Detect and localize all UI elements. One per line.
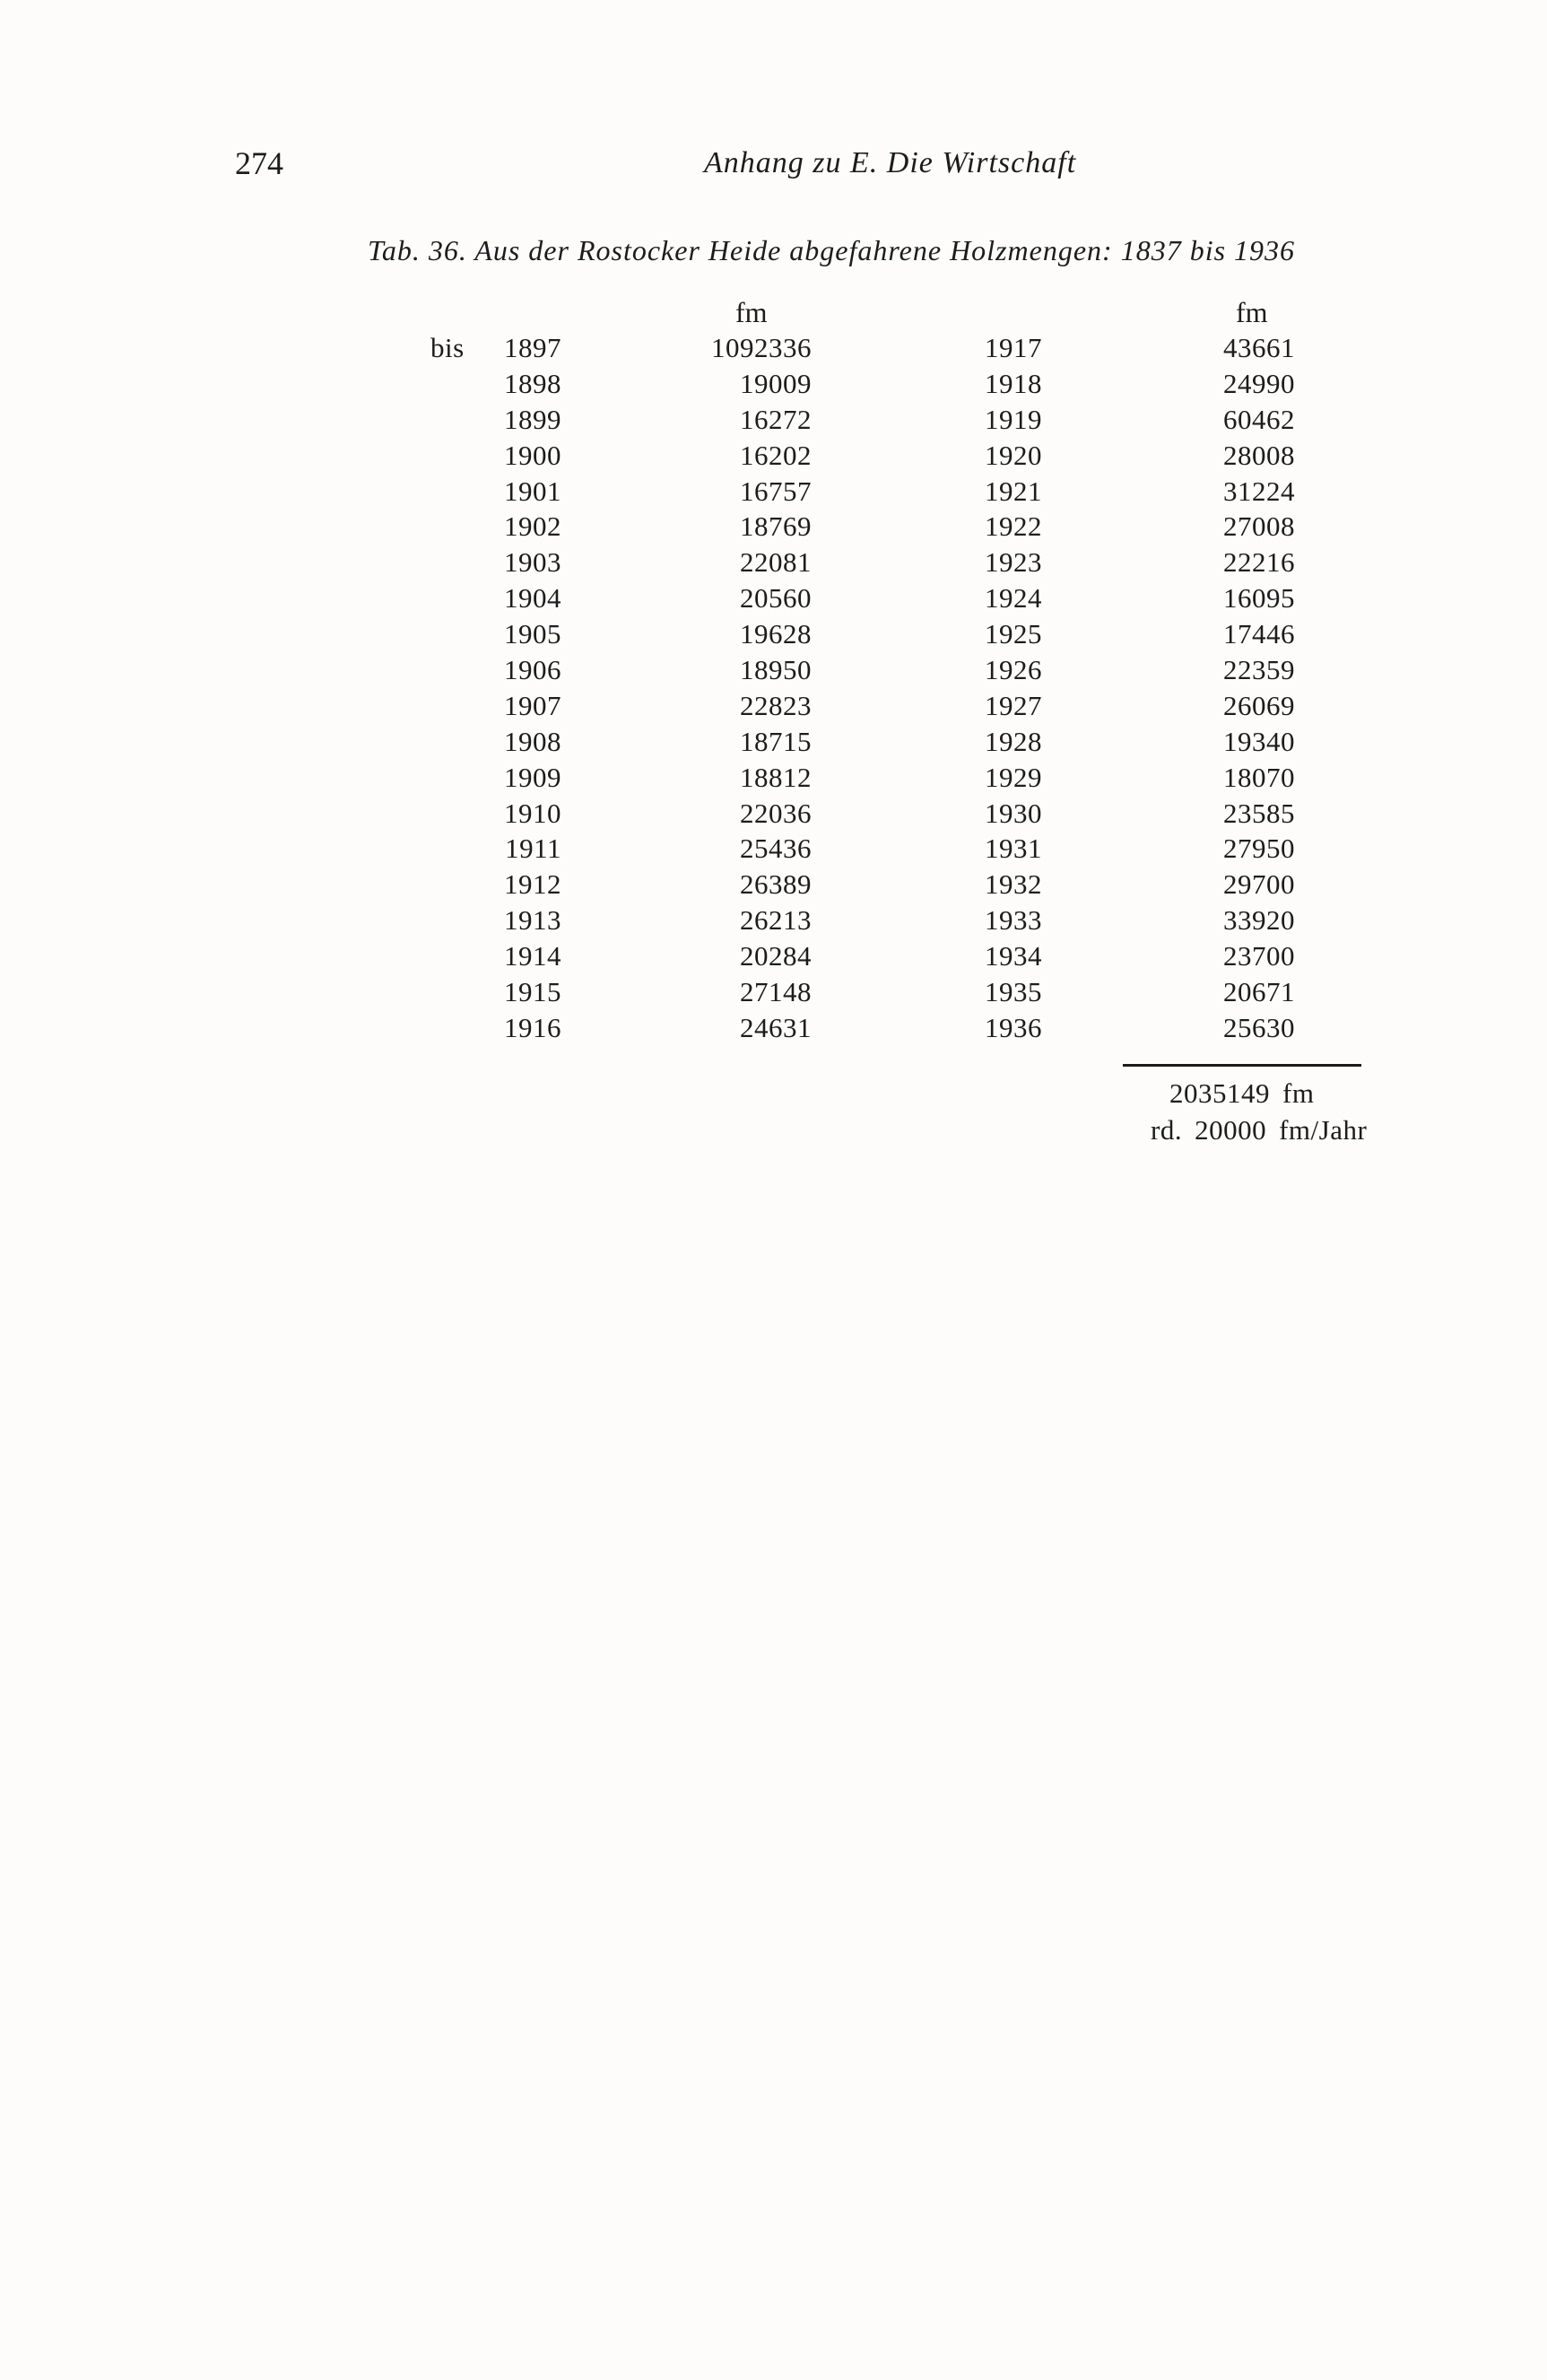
year-right: 1918 (985, 367, 1042, 399)
val-right: 28008 (1223, 439, 1295, 471)
val-right: 26069 (1223, 689, 1295, 721)
val-left: 22081 (740, 546, 812, 579)
year-left: 1907 (504, 689, 561, 721)
year-right: 1919 (985, 403, 1042, 435)
average-prefix: rd. (1151, 1114, 1183, 1146)
val-left: 20560 (740, 582, 812, 615)
year-left: 1908 (504, 725, 561, 757)
table-rows (0, 330, 1547, 1046)
val-right: 60462 (1223, 403, 1295, 435)
table-row (0, 545, 1547, 580)
year-right: 1926 (985, 654, 1042, 686)
table-row (0, 688, 1547, 724)
table-row (0, 974, 1547, 1010)
year-right: 1932 (985, 868, 1042, 901)
val-right: 19340 (1223, 725, 1295, 757)
val-left: 19009 (740, 367, 812, 399)
total-value: 2035149 (1169, 1077, 1270, 1109)
val-right: 27008 (1223, 510, 1295, 543)
year-left: 1904 (504, 582, 561, 615)
val-left: 19628 (740, 618, 812, 650)
year-left: 1915 (504, 976, 561, 1008)
val-right: 33920 (1223, 904, 1295, 937)
table-row (0, 509, 1547, 545)
year-left: 1897 (504, 332, 561, 363)
year-left: 1913 (504, 904, 561, 937)
val-left: 26389 (740, 868, 812, 901)
table-average (1151, 1112, 1367, 1148)
val-left: 1092336 (711, 332, 812, 363)
year-left: 1909 (504, 761, 561, 793)
table-row (0, 402, 1547, 438)
year-right: 1929 (985, 761, 1042, 793)
unit-label-left: fm (735, 296, 768, 328)
val-left: 18769 (740, 510, 812, 543)
year-left: 1912 (504, 868, 561, 901)
val-left: 22036 (740, 797, 812, 829)
table-row (0, 616, 1547, 652)
table-row (0, 902, 1547, 938)
year-left: 1901 (504, 475, 561, 507)
val-left: 16272 (740, 403, 812, 435)
unit-label-right: fm (1236, 296, 1268, 328)
year-right: 1933 (985, 904, 1042, 937)
val-right: 22359 (1223, 654, 1295, 686)
table-row (0, 438, 1547, 474)
val-left: 18715 (740, 725, 812, 757)
table-caption: Tab. 36. Aus der Rostocker Heide abgefahrene Holzmengen: 1837 bis 1936 (368, 234, 1296, 266)
row-prefix: bis (430, 332, 465, 363)
val-left: 22823 (740, 689, 812, 721)
val-right: 18070 (1223, 761, 1295, 793)
year-left: 1899 (504, 403, 561, 435)
year-right: 1935 (985, 976, 1042, 1008)
year-left: 1914 (504, 940, 561, 972)
table-row (0, 867, 1547, 902)
val-right: 17446 (1223, 618, 1295, 650)
year-right: 1928 (985, 725, 1042, 757)
table-row (0, 938, 1547, 974)
val-left: 16202 (740, 439, 812, 471)
val-left: 25436 (740, 833, 812, 865)
table-row (0, 796, 1547, 832)
year-right: 1921 (985, 475, 1042, 507)
val-right: 29700 (1223, 868, 1295, 901)
val-left: 16757 (740, 475, 812, 507)
year-left: 1903 (504, 546, 561, 579)
val-right: 31224 (1223, 475, 1295, 507)
val-left: 26213 (740, 904, 812, 937)
table-row (0, 474, 1547, 510)
val-right: 20671 (1223, 976, 1295, 1008)
year-right: 1922 (985, 510, 1042, 543)
year-left: 1898 (504, 367, 561, 399)
val-left: 18812 (740, 761, 812, 793)
val-right: 23700 (1223, 940, 1295, 972)
year-right: 1917 (985, 332, 1042, 363)
year-right: 1924 (985, 582, 1042, 615)
val-right: 16095 (1223, 582, 1295, 615)
year-right: 1925 (985, 618, 1042, 650)
val-left: 20284 (740, 940, 812, 972)
table-row (0, 1010, 1547, 1046)
val-right: 22216 (1223, 546, 1295, 579)
sum-rule (1123, 1064, 1361, 1067)
table-row (0, 760, 1547, 796)
running-head: Anhang zu E. Die Wirtschaft (704, 146, 1077, 179)
val-right: 24990 (1223, 367, 1295, 399)
year-left: 1906 (504, 654, 561, 686)
year-right: 1923 (985, 546, 1042, 579)
val-right: 25630 (1223, 1011, 1295, 1043)
table-row (0, 724, 1547, 760)
val-left: 18950 (740, 654, 812, 686)
table-row (0, 330, 1547, 366)
year-left: 1905 (504, 618, 561, 650)
year-right: 1920 (985, 439, 1042, 471)
year-right: 1934 (985, 940, 1042, 972)
val-right: 23585 (1223, 797, 1295, 829)
year-left: 1911 (505, 833, 561, 865)
year-right: 1927 (985, 689, 1042, 721)
table-row (0, 652, 1547, 688)
average-unit: fm/Jahr (1279, 1114, 1368, 1146)
val-right: 43661 (1223, 332, 1295, 363)
year-right: 1930 (985, 797, 1042, 829)
table-row (0, 831, 1547, 867)
total-unit: fm (1282, 1077, 1315, 1109)
year-left: 1900 (504, 439, 561, 471)
table-row (0, 580, 1547, 616)
year-left: 1916 (504, 1011, 561, 1043)
page-number: 274 (235, 145, 283, 181)
table-total (1169, 1076, 1314, 1112)
val-left: 27148 (740, 976, 812, 1008)
year-right: 1931 (985, 833, 1042, 865)
val-left: 24631 (740, 1011, 812, 1043)
year-right: 1936 (985, 1011, 1042, 1043)
year-left: 1902 (504, 510, 561, 543)
val-right: 27950 (1223, 833, 1295, 865)
table-row (0, 366, 1547, 402)
average-value: 20000 (1195, 1114, 1267, 1146)
year-left: 1910 (504, 797, 561, 829)
